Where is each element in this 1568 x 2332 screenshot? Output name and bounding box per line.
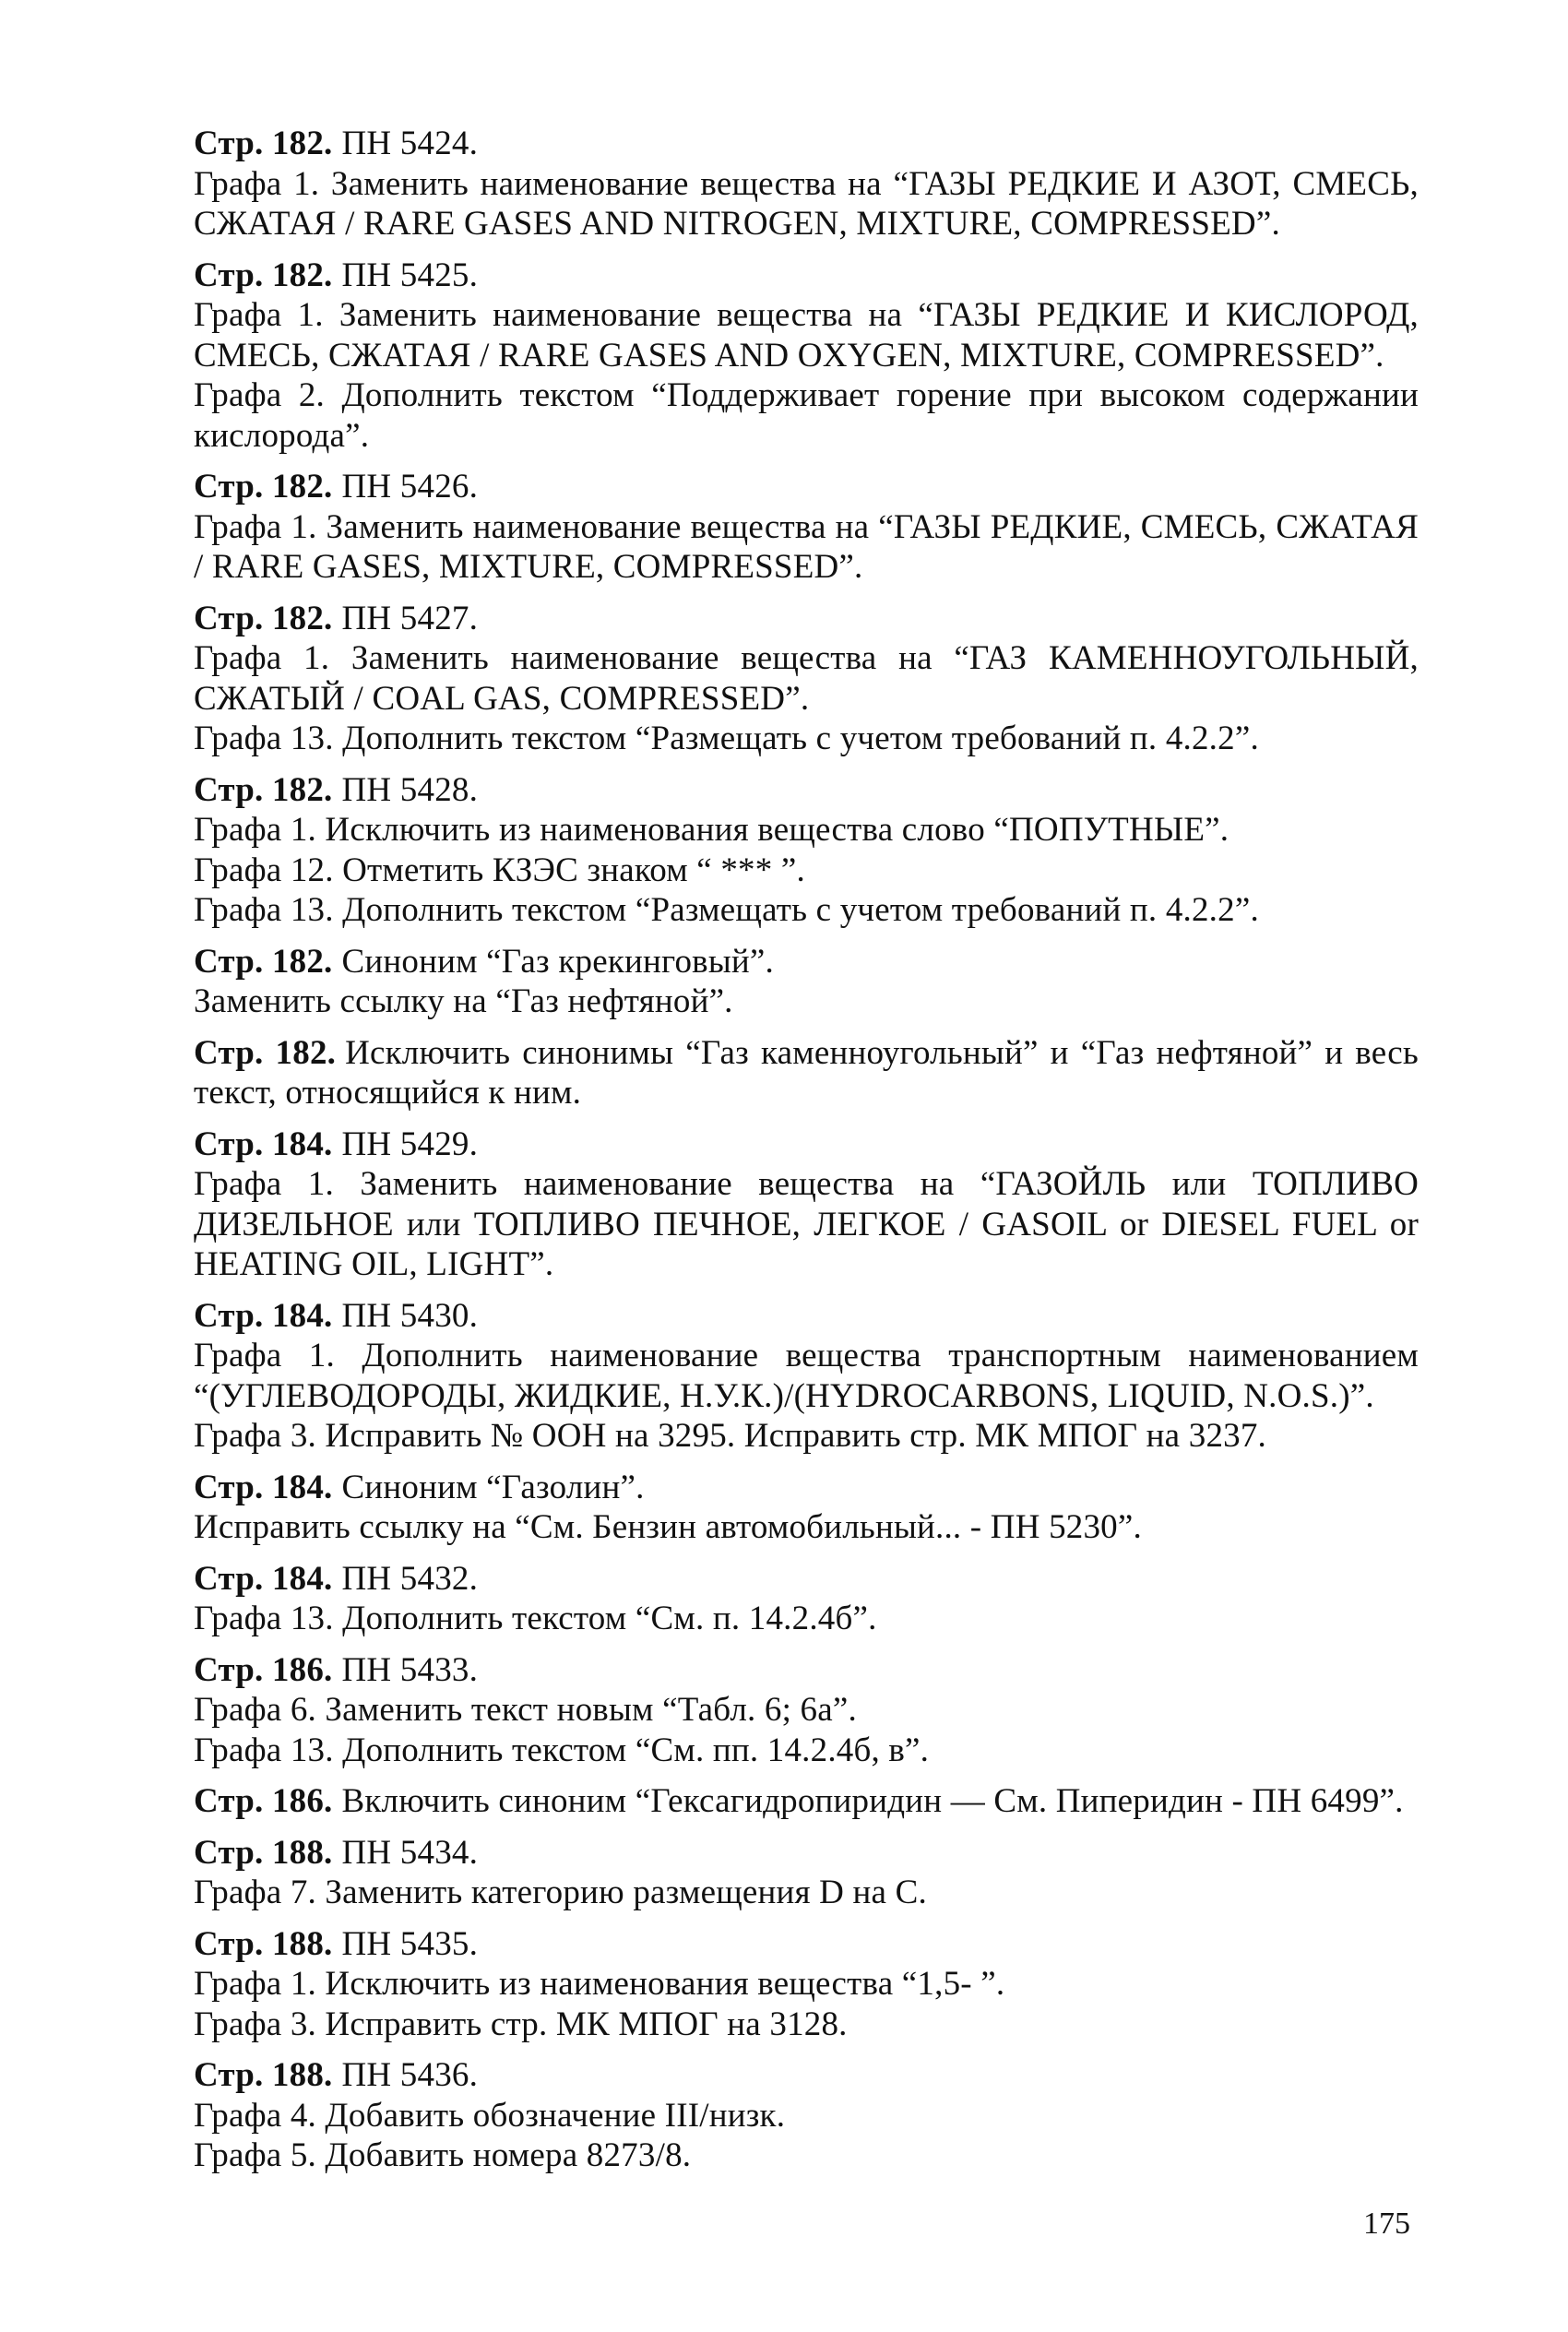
entry-line: Исправить ссылку на “См. Бензин автомобильный... - ПН 5230”. <box>194 1508 1142 1546</box>
entry-heading: ПН 5424. <box>341 125 479 162</box>
page-ref: Стр. 184. <box>194 1124 333 1163</box>
entry <box>194 1296 1419 1457</box>
page-ref: Стр. 188. <box>194 1924 333 1963</box>
entry <box>194 2055 1419 2176</box>
entry-heading: ПН 5429. <box>341 1124 479 1163</box>
entry-line: Графа 1. Дополнить наименование вещества транспортным наименованием “(УГЛЕВОДОРОДЫ, ЖИДКИЕ, Н.У.К.)/(HYDROCARBONS, LIQUID, N.O.S.)”. <box>194 1337 1419 1415</box>
entry-heading: ПН 5428. <box>341 770 479 809</box>
entry-heading: ПН 5433. <box>341 1650 479 1689</box>
entry-heading: Синоним “Газолин”. <box>341 1468 645 1506</box>
entry-heading: ПН 5435. <box>341 1924 479 1963</box>
entry-line: Графа 13. Дополнить текстом “См. п. 14.2.4б”. <box>194 1600 877 1637</box>
entry-line: Графа 2. Дополнить текстом “Поддерживает горение при высоком содержании кислорода”. <box>194 376 1419 455</box>
entry-line: Графа 12. Отметить КЗЭС знаком “ *** ”. <box>194 851 805 889</box>
page-ref: Стр. 184. <box>194 1559 333 1598</box>
entry-line: Графа 1. Заменить наименование вещества на “ГАЗ КАМЕННОУГОЛЬНЫЙ, СЖАТЫЙ / COAL GAS, COMPRESSED”. <box>194 639 1419 718</box>
page-ref: Стр. 182. <box>194 599 333 637</box>
entry <box>194 1781 1419 1822</box>
page-ref: Стр. 182. <box>194 125 333 162</box>
entry-line: Графа 6. Заменить текст новым “Табл. 6; 6а”. <box>194 1691 857 1729</box>
page-number: 175 <box>1363 2207 1410 2241</box>
entry-line: Графа 3. Исправить стр. МК МПОГ на 3128. <box>194 2005 848 2043</box>
page-ref: Стр. 184. <box>194 1296 333 1335</box>
entry <box>194 256 1419 457</box>
entry <box>194 942 1419 1022</box>
page-ref: Стр. 186. <box>194 1782 333 1820</box>
entry <box>194 770 1419 931</box>
entry-heading: Исключить синонимы “Газ каменноугольный” и “Газ нефтяной” и весь текст, относящийся к ним. <box>194 1033 1419 1112</box>
entry-heading: ПН 5426. <box>341 468 479 506</box>
entry-line: Графа 13. Дополнить текстом “См. пп. 14.2.4б, в”. <box>194 1731 930 1769</box>
page-ref: Стр. 182. <box>194 942 333 981</box>
entry <box>194 599 1419 759</box>
page-ref: Стр. 182. <box>194 256 333 294</box>
entry <box>194 1924 1419 2045</box>
entry <box>194 1833 1419 1913</box>
entry-heading: Включить синоним “Гексагидропиридин — См. Пиперидин - ПН 6499”. <box>341 1782 1404 1820</box>
entry-line: Графа 1. Исключить из наименования вещества “1,5- ”. <box>194 1965 1005 2003</box>
entry-line: Графа 1. Исключить из наименования вещества слово “ПОПУТНЫЕ”. <box>194 811 1229 849</box>
entry-line: Заменить ссылку на “Газ нефтяной”. <box>194 982 733 1020</box>
page-ref: Стр. 182. <box>194 770 333 809</box>
entry-heading: ПН 5425. <box>341 256 479 294</box>
document-body <box>194 124 1419 2187</box>
entry-line: Графа 13. Дополнить текстом “Размещать с учетом требований п. 4.2.2”. <box>194 891 1259 929</box>
entry <box>194 1650 1419 1771</box>
page-ref: Стр. 182. <box>194 1033 337 1072</box>
entry-line: Графа 5. Добавить номера 8273/8. <box>194 2136 692 2174</box>
entry-heading: ПН 5427. <box>341 599 479 637</box>
entry-line: Графа 13. Дополнить текстом “Размещать с учетом требований п. 4.2.2”. <box>194 720 1259 757</box>
page-ref: Стр. 186. <box>194 1650 333 1689</box>
entry-line: Графа 1. Заменить наименование вещества на “ГАЗОЙЛЬ или ТОПЛИВО ДИЗЕЛЬНОЕ или ТОПЛИВО ПЕЧНОЕ, ЛЕГКОЕ / GASOIL or DIESEL FUEL or HEATING OIL, LIGHT”. <box>194 1165 1419 1283</box>
entry-line: Графа 3. Исправить № ООН на 3295. Исправить стр. МК МПОГ на 3237. <box>194 1417 1266 1455</box>
entry <box>194 1124 1419 1285</box>
entry <box>194 1559 1419 1639</box>
entry-line: Графа 1. Заменить наименование вещества на “ГАЗЫ РЕДКИЕ И КИСЛОРОД, СМЕСЬ, СЖАТАЯ / RARE GASES AND OXYGEN, MIXTURE, COMPRESSED”. <box>194 296 1419 375</box>
entry-heading: ПН 5434. <box>341 1833 479 1872</box>
entry <box>194 1033 1419 1113</box>
page-ref: Стр. 184. <box>194 1468 333 1506</box>
entry-line: Графа 1. Заменить наименование вещества на “ГАЗЫ РЕДКИЕ И АЗОТ, СМЕСЬ, СЖАТАЯ / RARE GASES AND NITROGEN, MIXTURE, COMPRESSED”. <box>194 164 1419 243</box>
entry <box>194 1468 1419 1548</box>
entry-line: Графа 7. Заменить категорию размещения D на C. <box>194 1874 927 1911</box>
page-ref: Стр. 182. <box>194 468 333 506</box>
entry-heading: Синоним “Газ крекинговый”. <box>341 942 774 981</box>
entry-heading: ПН 5430. <box>341 1296 479 1335</box>
entry-heading: ПН 5432. <box>341 1559 479 1598</box>
entry-line: Графа 4. Добавить обозначение III/низк. <box>194 2096 786 2135</box>
entry <box>194 467 1419 588</box>
page-ref: Стр. 188. <box>194 2056 333 2094</box>
entry-line: Графа 1. Заменить наименование вещества на “ГАЗЫ РЕДКИЕ, СМЕСЬ, СЖАТАЯ / RARE GASES, MIXTURE, COMPRESSED”. <box>194 507 1419 586</box>
entry <box>194 124 1419 244</box>
page-ref: Стр. 188. <box>194 1833 333 1872</box>
entry-heading: ПН 5436. <box>341 2056 479 2094</box>
